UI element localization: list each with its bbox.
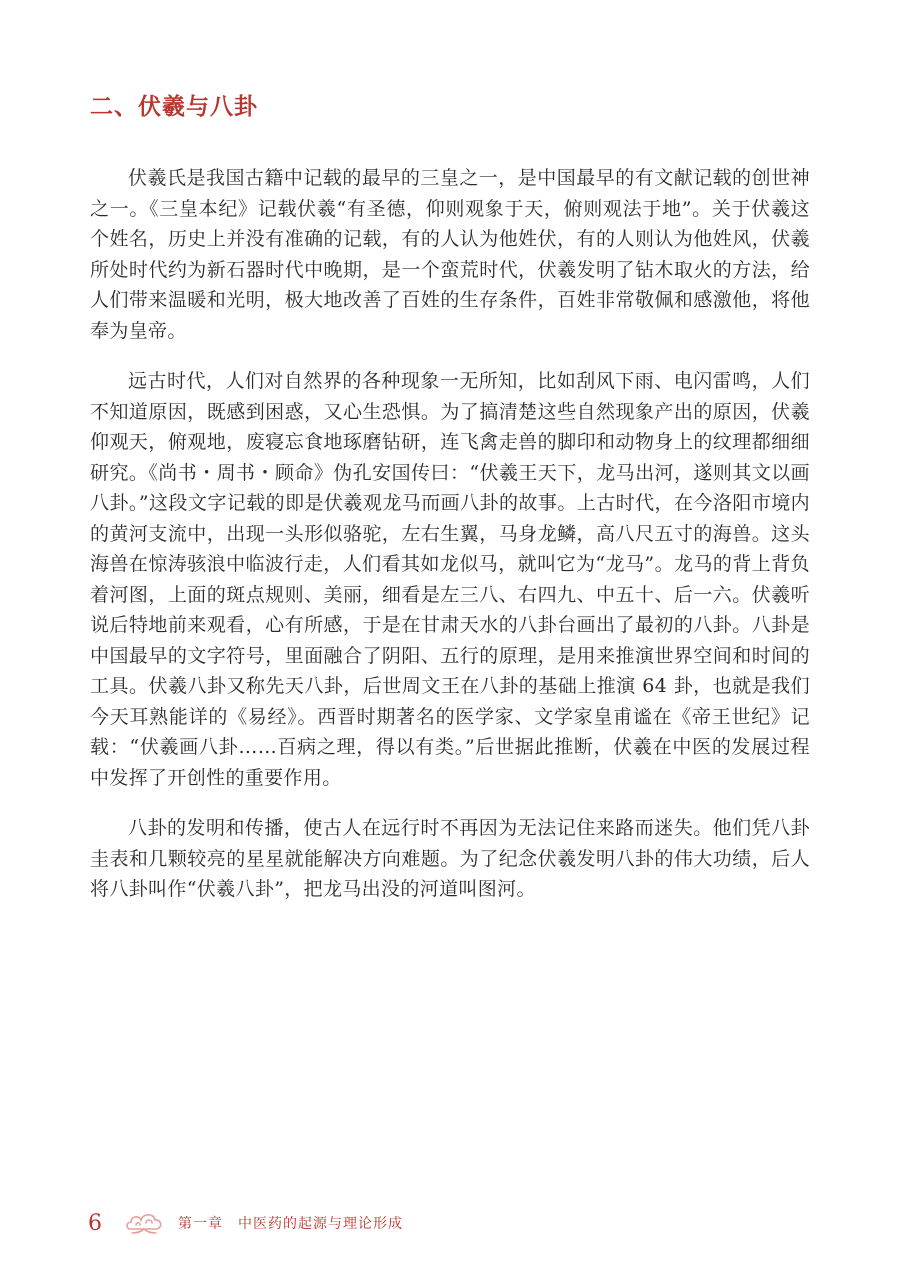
page-number: 6 bbox=[88, 1210, 102, 1236]
auspicious-cloud-icon bbox=[124, 1209, 164, 1237]
paragraph-3: 八卦的发明和传播，使古人在远行时不再因为无法记住来路而迷失。他们凭八卦圭表和几颗较亮的星星就能解决方向难题。为了纪念伏羲发明八卦的伟大功绩，后人将八卦叫作“伏羲八卦”，把龙马出没的河道叫图河。 bbox=[90, 817, 810, 900]
chapter-title: 第一章 中医药的起源与理论形成 bbox=[178, 1216, 403, 1232]
paragraph-1: 伏羲氏是我国古籍中记载的最早的三皇之一，是中国最早的有文献记载的创世神之一。《三皇本纪》记载伏羲“有圣德，仰则观象于天，俯则观法于地”。关于伏羲这个姓名，历史上并没有准确的记载，有的人认为他姓伏，有的人则认为他姓风，伏羲所处时代约为新石器时代中晚期，是一个蛮荒时代，伏羲发明了钻木取火的方法，给人们带来温暖和光明，极大地改善了百姓的生存条件，百姓非常敬佩和感激他，将他奉为皇帝。 bbox=[90, 167, 810, 342]
page-footer bbox=[88, 1207, 403, 1239]
section-heading: 二、伏羲与八卦 bbox=[90, 94, 258, 120]
body-text bbox=[90, 163, 810, 925]
paragraph-2: 远古时代，人们对自然界的各种现象一无所知，比如刮风下雨、电闪雷鸣，人们不知道原因，既感到困惑，又心生恐惧。为了搞清楚这些自然现象产出的原因，伏羲仰观天，俯观地，废寝忘食地琢磨钻研，连飞禽走兽的脚印和动物身上的纹理都细细研究。《尚书・周书・顾命》伪孔安国传曰：“伏羲王天下，龙马出河，遂则其文以画八卦。”这段文字记载的即是伏羲观龙马而画八卦的故事。上古时代，在今洛阳市境内的黄河支流中，出现一头形似骆驼，左右生翼，马身龙鳞，高八尺五寸的海兽。这头海兽在惊涛骇浪中临波行走，人们看其如龙似马，就叫它为“龙马”。龙马的背上背负着河图，上面的斑点规则、美丽，细看是左三八、右四九、中五十、后一六。伏羲听说后特地前来观看，心有所感，于是在甘肃天水的八卦台画出了最初的八卦。八卦是中国最早的文字符号，里面融合了阴阳、五行的原理，是用来推演世界空间和时间的工具。伏羲八卦又称先天八卦，后世周文王在八卦的基础上推演 64 卦，也就是我们今天耳熟能详的《易经》。西晋时期著名的医学家、文学家皇甫谧在《帝王世纪》记载：“伏羲画八卦……百病之理，得以有类。”后世据此推断，伏羲在中医的发展过程中发挥了开创性的重要作用。 bbox=[90, 370, 810, 789]
